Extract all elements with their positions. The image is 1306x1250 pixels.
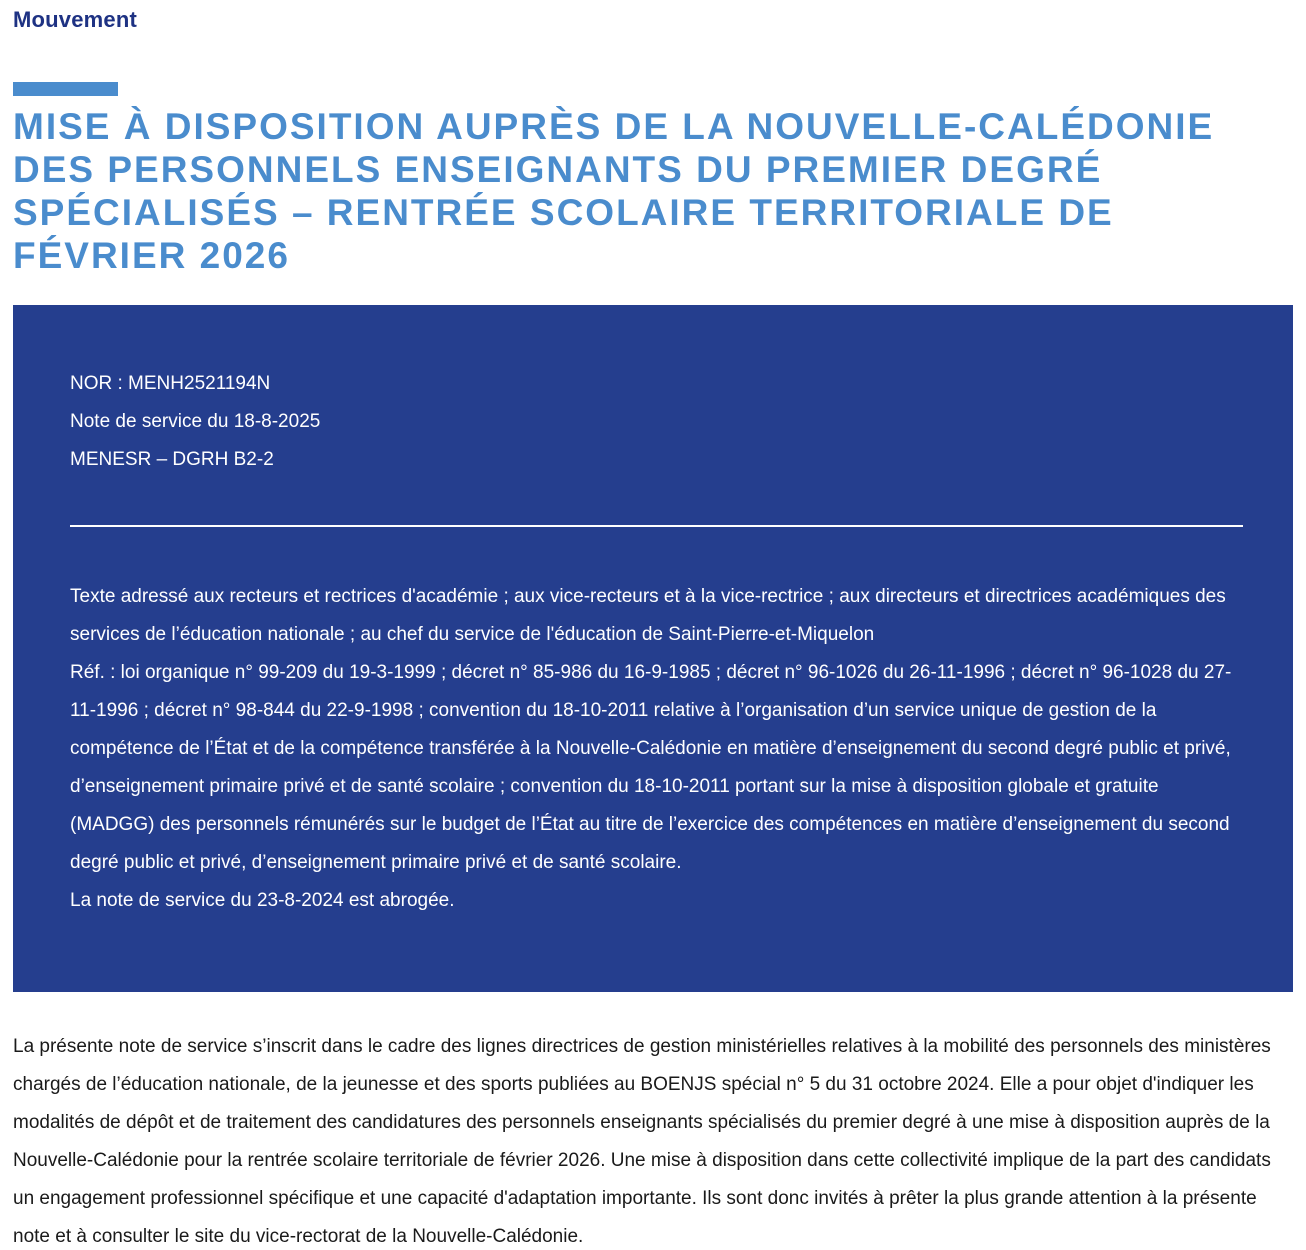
addressees-text: Texte adressé aux recteurs et rectrices d'académie ; aux vice-recteurs et à la vice-rectrice ; aux directeurs et directrices académiques des services de l’éducation nationale ; au chef du service de l'éducation de Saint-Pierre-et-Miquelon — [70, 586, 1226, 645]
page-title-line-3: SPÉCIALISÉS – RENTRÉE SCOLAIRE TERRITORIALE DE — [13, 192, 1114, 233]
page-title-line-2: DES PERSONNELS ENSEIGNANTS DU PREMIER DEGRÉ — [13, 149, 1103, 190]
references-text: Réf. : loi organique n° 99-209 du 19-3-1999 ; décret n° 85-986 du 16-9-1985 ; décret n° 96-1026 du 26-11-1996 ; décret n° 96-1028 du 27-11-1996 ; décret n° 98-844 du 22-9-1998 ; convention du 18-10-2011 relative à l’organisation d’un service unique de gestion de la compétence de l’État et de la compétence transférée à la Nouvelle-Calédonie en matière d’enseignement du second degré public et privé, d’enseignement primaire privé et de santé scolaire ; convention du 18-10-2011 portant sur la mise à disposition globale et gratuite (MADGG) des personnels rémunérés sur le budget de l’État au titre de l’exercice des compétences en matière d’enseignement du second degré public et privé, d’enseignement primaire privé et de santé scolaire. — [70, 662, 1232, 873]
title-accent-bar — [13, 82, 118, 96]
note-date: Note de service du 18-8-2025 — [70, 411, 321, 432]
notice-divider — [70, 525, 1243, 527]
page-title-line-4: FÉVRIER 2026 — [13, 235, 290, 276]
abrogation-text: La note de service du 23-8-2024 est abrogée. — [70, 890, 455, 911]
notice-box — [13, 305, 1293, 992]
section-heading: Mouvement — [13, 7, 138, 32]
page-title — [13, 105, 1293, 277]
origin-office: MENESR – DGRH B2-2 — [70, 449, 274, 470]
bulletin-page — [0, 6, 1306, 1250]
intro-paragraph: La présente note de service s’inscrit dans le cadre des lignes directrices de gestion ministérielles relatives à la mobilité des personnels des ministères chargés de l’éducation nationale, de la jeunesse et des sports publiées au BOENJS spécial n° 5 du 31 octobre 2024. Elle a pour objet d'indiquer les modalités de dépôt et de traitement des candidatures des personnels enseignants spécialisés du premier degré à une mise à disposition auprès de la Nouvelle-Calédonie pour la rentrée scolaire territoriale de février 2026. Une mise à disposition dans cette collectivité implique de la part des candidats un engagement professionnel spécifique et une capacité d'adaptation importante. Ils sont donc invités à prêter la plus grande attention à la présente note et à consulter le site du vice-rectorat de la Nouvelle-Calédonie. — [13, 1036, 1271, 1247]
nor-code: NOR : MENH2521194N — [70, 373, 271, 394]
page-title-line-1: MISE À DISPOSITION AUPRÈS DE LA NOUVELLE-CALÉDONIE — [13, 106, 1215, 147]
